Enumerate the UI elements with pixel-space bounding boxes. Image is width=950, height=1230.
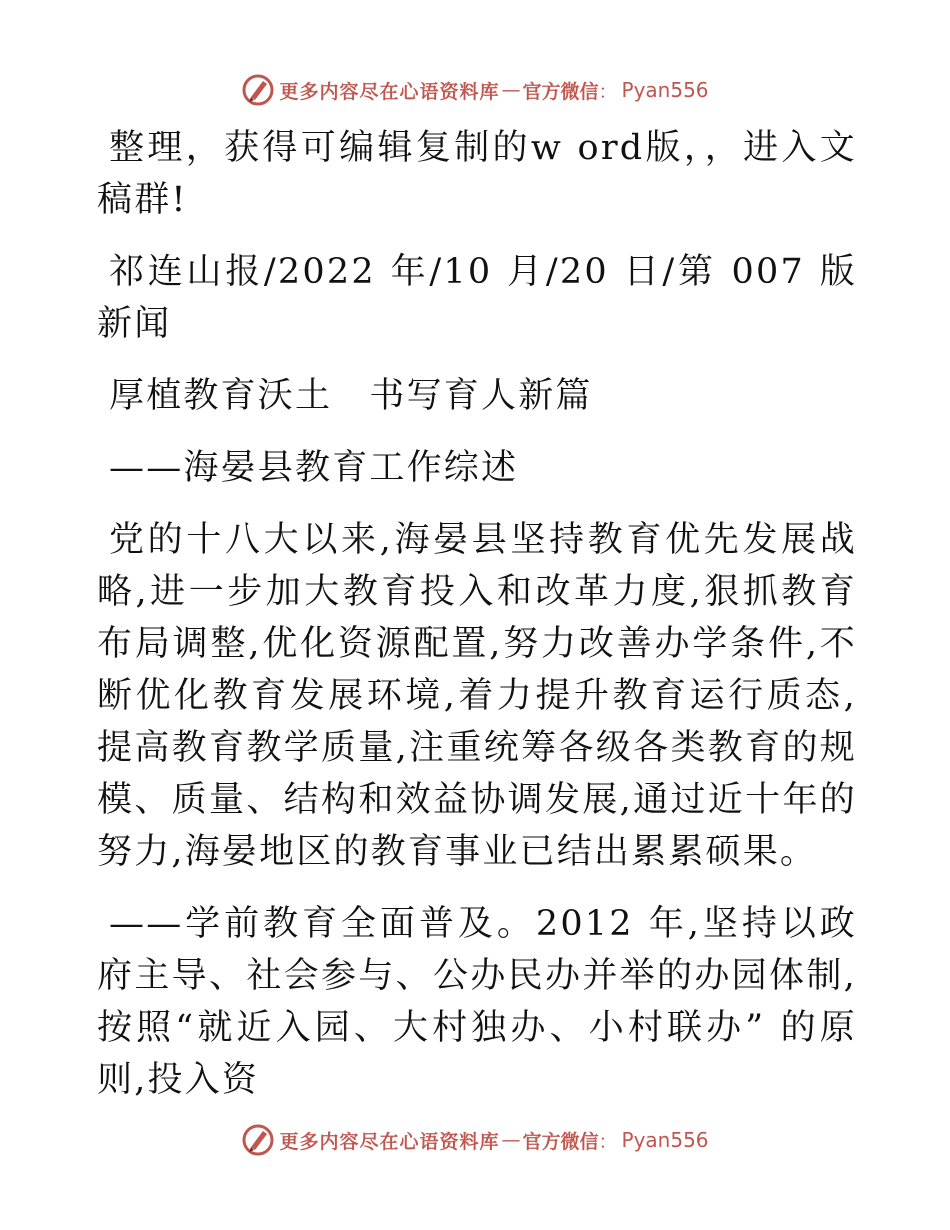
banner-colon: ： [598, 1130, 618, 1153]
intro-paragraph: 整理，获得可编辑复制的w ord版，，进入文稿群! [97, 128, 857, 220]
article-title: 厚植教育沃土 书写育人新篇 [109, 376, 593, 416]
footer-banner [0, 1120, 950, 1160]
banner-colon: ： [598, 80, 618, 103]
banner-wechat-label: 官方微信 [522, 80, 599, 103]
banner-wechat-account: Pyan556 [621, 1128, 709, 1152]
source-line: 祁连山报/2022 年/10 月/20 日/第 007 版新闻 [97, 252, 857, 344]
banner-separator: — [501, 1129, 521, 1151]
header-banner [0, 70, 950, 110]
banner-promo-text: 更多内容尽在心语资料库 [279, 1130, 500, 1153]
pen-circle-logo-icon [241, 1123, 275, 1157]
banner-separator: — [501, 79, 521, 101]
article-subtitle: ——海晏县教育工作综述 [109, 448, 519, 488]
pen-circle-logo-icon [241, 73, 275, 107]
banner-wechat-account: Pyan556 [621, 78, 709, 102]
document-body [97, 122, 857, 1126]
body-paragraph-2: ——学前教育全面普及。2012 年,坚持以政府主导、社会参与、公办民办并举的办园体制,按照“就近入园、大村独办、小村联办” 的原则,投入资 [97, 904, 857, 1100]
banner-wechat-label: 官方微信 [522, 1130, 599, 1153]
body-paragraph-1: 党的十八大以来,海晏县坚持教育优先发展战略,进一步加大教育投入和改革力度,狠抓教育布局调整,优化资源配置,努力改善办学条件,不断优化教育发展环境,着力提升教育运行质态,提高教育教学质量,注重统筹各级各类教育的规模、质量、结构和效益协调发展,通过近十年的努力,海晏地区的教育事业已结出累累硕果。 [97, 520, 857, 872]
banner-promo-text: 更多内容尽在心语资料库 [279, 80, 500, 103]
